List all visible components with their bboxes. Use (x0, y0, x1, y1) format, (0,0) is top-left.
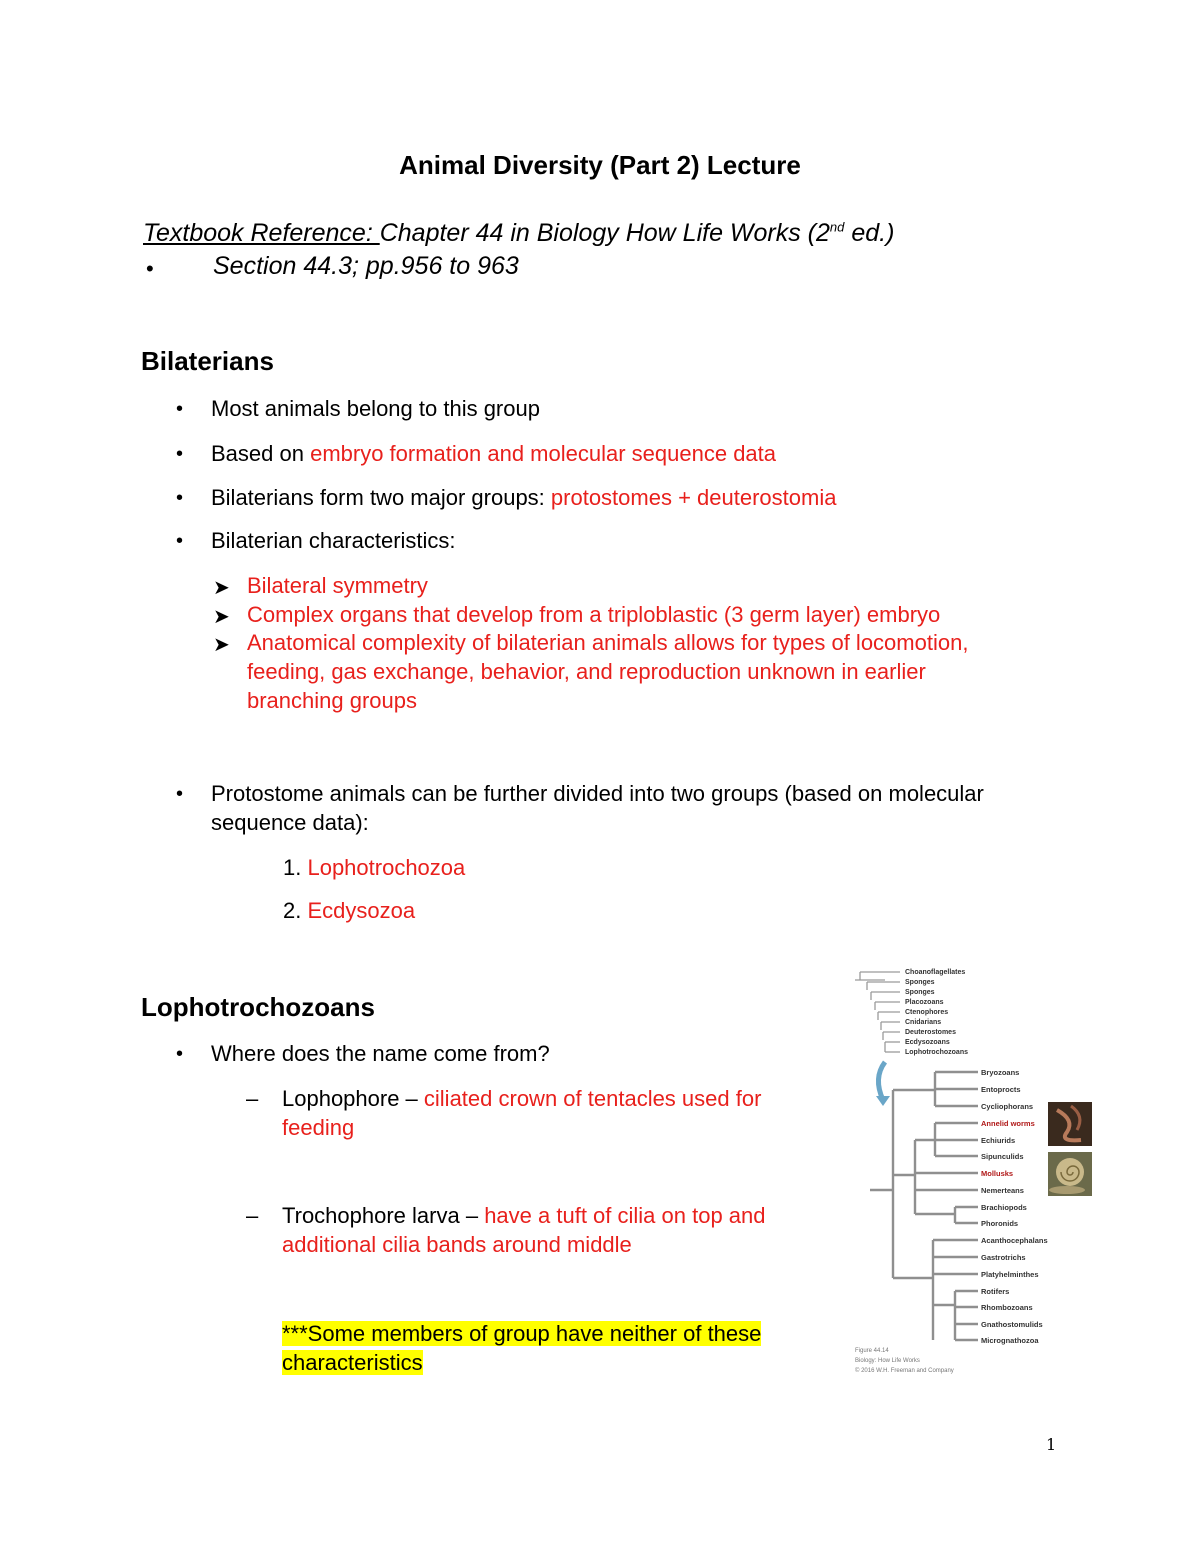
bullet-icon: • (176, 530, 184, 552)
taxon-label: Micrognathozoa (981, 1336, 1039, 1345)
top-tree-lines (855, 972, 900, 1052)
trochophore-line-1 (282, 1203, 766, 1229)
top-taxon: Sponges (905, 989, 935, 996)
arrow-icon (878, 1062, 885, 1100)
bullet-2-prefix: Based on (211, 441, 311, 466)
bullet-icon: • (176, 1043, 184, 1065)
trochophore-label: Trochophore larva – (282, 1203, 485, 1228)
reference-section: Section 44.3; pp.956 to 963 (213, 252, 519, 280)
chevron-right-icon: ➤ (213, 606, 230, 628)
taxon-label: Nemerteans (981, 1186, 1024, 1195)
characteristic-3-line-3: branching groups (247, 688, 418, 713)
bullet-3-highlight: protostomes + deuterostomia (550, 485, 837, 510)
bilaterians-bullet-3 (211, 485, 836, 511)
main-tree-lines (870, 1072, 978, 1340)
top-taxon: Deuterostomes (905, 1029, 956, 1036)
annelid-photo (1048, 1102, 1092, 1146)
group-2 (283, 898, 415, 924)
group-2-name: Ecdysozoa (307, 898, 416, 923)
top-taxon: Placozoans (905, 999, 944, 1006)
caption-line: Figure 44.14 (855, 1348, 889, 1354)
taxon-label: Rhombozoans (981, 1303, 1033, 1312)
textbook-reference (143, 219, 894, 248)
note-line-1 (282, 1321, 761, 1347)
top-taxon: Ctenophores (905, 1009, 949, 1016)
characteristic-2: Complex organs that develop from a triploblastic (3 germ layer) embryo (247, 602, 941, 627)
phylogeny-figure (845, 960, 1105, 1380)
taxon-label: Bryozoans (981, 1068, 1020, 1077)
highlighted-note: characteristics (282, 1350, 423, 1375)
bullet-icon: • (176, 487, 184, 509)
protostome-line-1: Protostome animals can be further divided into two groups (based on molecular (211, 781, 984, 806)
lophophore-definition: ciliated crown of tentacles used for (423, 1086, 762, 1111)
dash-icon: – (246, 1203, 259, 1228)
taxon-label: Acanthocephalans (981, 1236, 1048, 1245)
bullet-2-highlight: embryo formation and molecular sequence data (310, 441, 777, 466)
taxon-label: Gastrotrichs (981, 1253, 1026, 1262)
group-2-number: 2. (283, 898, 308, 923)
lophophore-label: Lophophore – (282, 1086, 424, 1111)
chevron-right-icon: ➤ (213, 577, 230, 599)
bilaterians-bullet-1: Most animals belong to this group (211, 396, 540, 421)
figure-caption (855, 1348, 954, 1374)
bullet-icon: • (176, 443, 184, 465)
taxon-label: Platyhelminthes (981, 1270, 1039, 1279)
protostome-line-2: sequence data): (211, 810, 369, 835)
chevron-right-icon: ➤ (213, 634, 230, 656)
characteristic-1: Bilateral symmetry (247, 573, 428, 598)
lophophore-line-1 (282, 1086, 761, 1112)
reference-edition: ed.) (844, 219, 895, 247)
reference-label: Textbook Reference: (143, 219, 380, 247)
bullet-icon: • (176, 783, 184, 805)
bilaterians-bullet-4: Bilaterian characteristics: (211, 528, 456, 553)
group-1-name: Lophotrochozoa (307, 855, 466, 880)
top-taxon: Ecdysozoans (905, 1039, 950, 1046)
highlighted-note: ***Some members of group have neither of these (282, 1321, 762, 1346)
mollusk-photo (1048, 1152, 1092, 1196)
characteristic-3-line-2: feeding, gas exchange, behavior, and reproduction unknown in earlier (247, 659, 926, 684)
taxon-label: Entoprocts (981, 1085, 1021, 1094)
reference-superscript: nd (829, 219, 845, 235)
taxa-labels (981, 1068, 1048, 1345)
bullet-3-prefix: Bilaterians form two major groups: (211, 485, 551, 510)
page-number: 1 (1046, 1435, 1057, 1454)
characteristic-3-line-1: Anatomical complexity of bilaterian animals allows for types of locomotion, (247, 630, 969, 655)
taxon-label: Sipunculids (981, 1152, 1024, 1161)
taxon-label: Rotifers (981, 1287, 1010, 1296)
taxon-label: Echiurids (981, 1136, 1016, 1145)
dash-icon: – (246, 1086, 259, 1111)
taxon-label: Brachiopods (981, 1203, 1027, 1212)
top-taxon: Choanoflagellates (905, 969, 966, 976)
caption-line: Biology: How Life Works (855, 1358, 920, 1364)
lophophore-line-2: feeding (282, 1115, 355, 1140)
top-taxa-labels (905, 969, 968, 1056)
top-taxon: Cnidarians (905, 1019, 942, 1026)
caption-line: © 2016 W.H. Freeman and Company (855, 1368, 954, 1374)
bilaterians-heading: Bilaterians (141, 346, 274, 376)
lophotrochozoans-heading: Lophotrochozoans (141, 992, 375, 1022)
lopho-bullet-1: Where does the name come from? (211, 1041, 550, 1066)
taxon-label-highlighted: Annelid worms (981, 1119, 1035, 1128)
bilaterians-bullet-2 (211, 441, 776, 467)
top-taxon: Lophotrochozoans (905, 1049, 968, 1056)
group-1 (283, 855, 465, 881)
taxon-label: Gnathostomulids (981, 1320, 1043, 1329)
reference-text: Chapter 44 in Biology How Life Works (2 (379, 219, 830, 247)
trochophore-definition: have a tuft of cilia on top and (484, 1203, 766, 1228)
page-title: Animal Diversity (Part 2) Lecture (399, 150, 801, 180)
arrow-head-icon (876, 1096, 890, 1106)
taxon-label-highlighted: Mollusks (981, 1169, 1014, 1178)
group-1-number: 1. (283, 855, 308, 880)
taxon-label: Cycliophorans (981, 1102, 1034, 1111)
note-line-2 (282, 1350, 423, 1376)
bullet-icon: • (176, 398, 184, 420)
top-taxon: Sponges (905, 979, 935, 986)
trochophore-line-2: additional cilia bands around middle (282, 1232, 632, 1257)
taxon-label: Phoronids (981, 1219, 1019, 1228)
bullet-icon: • (146, 256, 154, 281)
